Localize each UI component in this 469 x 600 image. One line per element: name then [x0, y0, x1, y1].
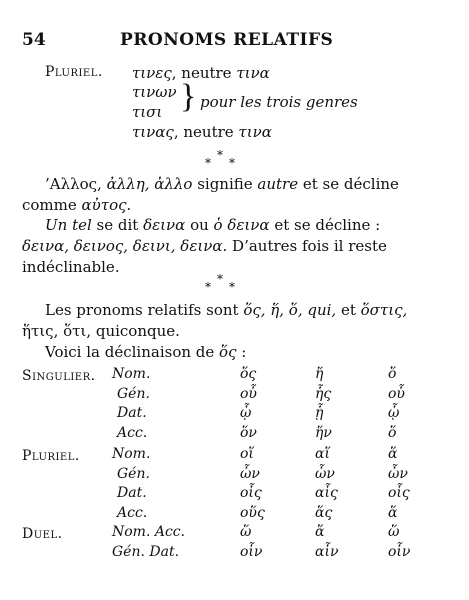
declension-form-f: αἷς	[315, 485, 338, 501]
declension-form-m: οἵ	[240, 446, 254, 462]
greek-word: ὅστις,	[360, 301, 408, 319]
pluriel-line-4	[132, 123, 272, 141]
text: D’autres fois il reste	[227, 237, 387, 255]
case-label: Gén.	[117, 465, 150, 482]
declension-group-label: Pluriel.	[22, 448, 80, 464]
declension-form-m: ὥ	[240, 524, 252, 540]
greek-word: δεινα, δεινος, δεινι, δεινα.	[22, 237, 228, 255]
star: *	[205, 280, 213, 294]
star: *	[205, 156, 213, 170]
declension-form-m: ᾧ	[240, 405, 252, 421]
text: ou	[185, 216, 214, 234]
asterism-separator	[205, 148, 245, 168]
greek-form: τινες	[132, 64, 172, 82]
case-label: Gén.	[117, 385, 150, 402]
greek-form: τινα	[236, 64, 270, 82]
text: et	[336, 301, 361, 319]
paragraph-allos-cont	[22, 195, 131, 216]
text-italic: Un tel	[45, 216, 92, 234]
declension-form-n: ὅ	[388, 424, 397, 441]
asterism-separator	[205, 272, 245, 292]
text: Les pronoms relatifs sont	[45, 301, 244, 319]
text: se dit	[91, 216, 144, 234]
declension-form-f: ὧν	[315, 465, 335, 482]
declension-form-n: ἅ	[388, 504, 398, 521]
pluriel-line-1	[132, 64, 270, 82]
greek-form: τινα	[238, 123, 272, 141]
page-number: 54	[22, 30, 46, 50]
declension-form-f: ἅς	[315, 504, 333, 521]
greek-word: ἀλλη, ἀλλο	[106, 175, 193, 193]
text: comme	[22, 196, 82, 214]
paragraph-relatifs-cont: ἥτις, ὅτι, quiconque.	[22, 322, 180, 340]
text: et se décline	[298, 175, 399, 193]
greek-word: ὅς	[219, 343, 237, 361]
declension-form-m: ὧν	[240, 465, 260, 482]
paragraph-line	[45, 174, 399, 195]
text: et se décline :	[269, 216, 381, 234]
declension-form-f: ἥ	[315, 366, 324, 382]
declension-form-f: αἵ	[315, 446, 330, 462]
declension-form-f: ἧς	[315, 385, 332, 402]
declension-form-m: οἷν	[240, 543, 263, 560]
case-label: Dat.	[117, 405, 147, 421]
star: *	[217, 148, 225, 162]
text: :	[236, 343, 247, 361]
declension-form-n: οὗ	[388, 385, 405, 402]
paragraph-deina-end: indéclinable.	[22, 258, 120, 276]
declension-form-n: ἅ	[388, 446, 398, 462]
greek-word: αὐτος	[81, 196, 127, 214]
declension-form-m: οὗ	[240, 385, 257, 402]
greek-form: τινας	[132, 123, 174, 141]
case-label: Gén. Dat.	[112, 543, 180, 560]
paragraph-relatifs	[45, 300, 407, 321]
paragraph-deina	[45, 215, 380, 236]
declension-group-label: Duel.	[22, 526, 63, 542]
text: .	[126, 196, 132, 214]
text: Voici la déclinaison de	[45, 343, 220, 361]
case-label: Nom.	[112, 446, 151, 462]
declension-form-f: αἷν	[315, 543, 339, 560]
pluriel-line-3: τισι	[132, 103, 163, 121]
greek-word: δεινα	[143, 216, 186, 234]
declension-form-f: ἥν	[315, 424, 332, 441]
brace-symbol: }	[180, 78, 197, 115]
greek-word: ’Αλλος,	[45, 175, 107, 193]
case-label: Dat.	[117, 485, 147, 501]
greek-word: ὁ δεινα	[213, 216, 270, 234]
text: signifie	[192, 175, 258, 193]
declension-form-f: ἅ	[315, 524, 325, 540]
star: *	[229, 156, 237, 170]
line-text: , neutre	[171, 64, 237, 82]
star: *	[217, 272, 225, 286]
declension-form-m: ὅς	[240, 366, 257, 382]
pluriel-line-2: τινων	[132, 83, 177, 101]
declension-form-n: ᾧ	[388, 405, 400, 421]
declension-form-n: οἷς	[388, 485, 410, 501]
case-label: Acc.	[117, 424, 148, 441]
text-italic: autre	[257, 175, 299, 193]
pluriel-label: Pluriel.	[45, 64, 103, 80]
star: *	[229, 280, 237, 294]
declension-group-label: Singulier.	[22, 368, 96, 384]
case-label: Nom. Acc.	[112, 524, 186, 540]
greek-word: ὅς, ἥ, ὅ, qui,	[243, 301, 337, 319]
declension-form-n: ὧν	[388, 465, 408, 482]
declension-form-n: οἷν	[388, 543, 411, 560]
paragraph-allos	[45, 174, 399, 195]
case-label: Nom.	[112, 366, 151, 382]
declension-form-n: ὥ	[388, 524, 400, 540]
declension-form-f: ᾗ	[315, 405, 324, 421]
paragraph-deina-cont	[22, 236, 387, 257]
declension-form-n: ὅ	[388, 366, 397, 382]
line-text: , neutre	[173, 123, 239, 141]
paragraph-voici	[45, 342, 246, 363]
declension-form-m: οὕς	[240, 504, 265, 521]
declension-form-m: ὅν	[240, 424, 257, 441]
case-label: Acc.	[117, 504, 148, 521]
brace-note: pour les trois genres	[200, 93, 358, 111]
running-title: PRONOMS RELATIFS	[120, 30, 334, 50]
declension-form-m: οἷς	[240, 485, 262, 501]
